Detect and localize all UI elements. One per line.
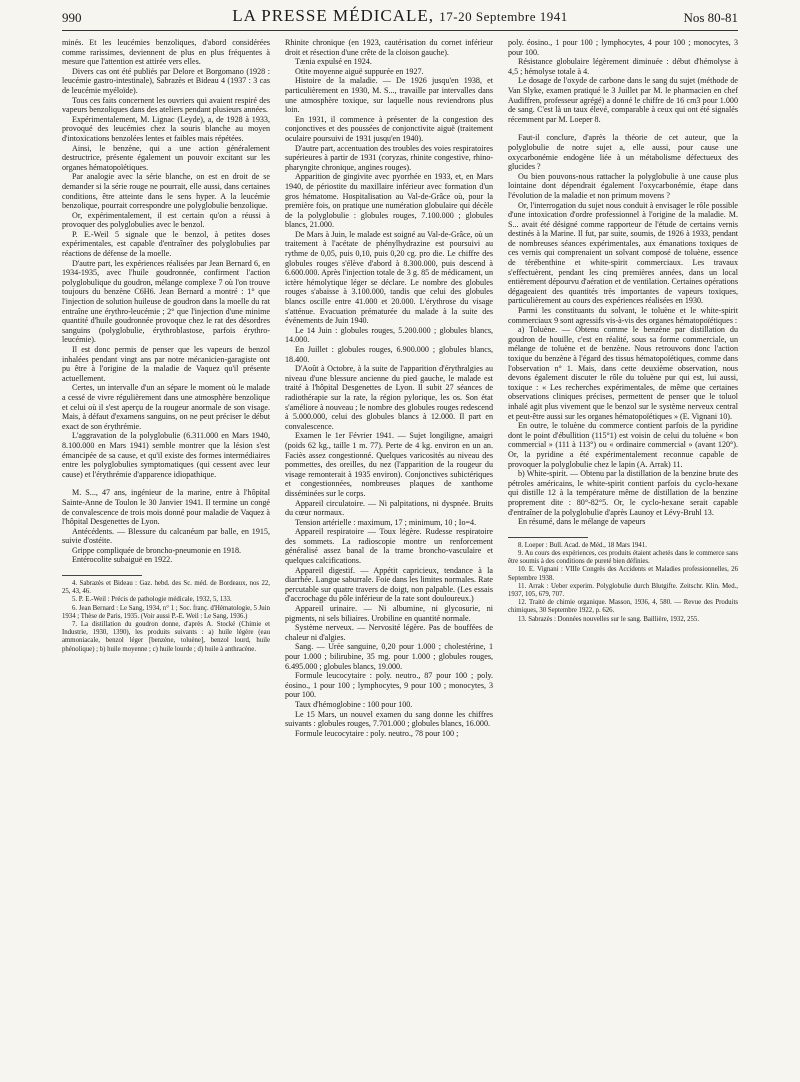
paragraph: Il est donc permis de penser que les vapeurs de benzol inhalées pendant vingt ans par notre mécanicien-garagiste ont pu être à l'origine de la maladie de Vaquez qu'il présente actuellement. [62,345,270,383]
paragraph: Divers cas ont été publiés par Delore et Borgomano (1928 : leucémie gastro-intestinale), Sabrazès et Bideau 4 (1937 : 3 cas de leucémie myéloïde). [62,66,270,95]
paragraph: En résumé, dans le mélange de vapeurs [518,517,646,527]
paragraph: L'aggravation de la polyglobulie (6.311.000 en Mars 1940, 8.100.000 en Mars 1941) semble montrer que la lésion s'est émancipée de sa cause, et qu'il existe des formes intermédiaires entre les polyglobulies symptomatiques (qui cessent avec leur cause) et l'érythrémie d'apparence idiopathique. [62,431,270,479]
paragraph: b) White-spirit. — Obtenu par la distillation de la benzine brute des pétroles américains, le white-spirit contient parfois du cyclo-hexane qui distille 12 à la température même de distillation de la benzine proprement dite : 80°-82°5. Or, le cyclo-hexane serait capable d'entraîner de la polyglobulie d'après Launoy et Lévy-Bruhl 13. [508,469,738,517]
paragraph: Parmi les constituants du solvant, le toluène et le white-spirit commerciaux 9 sont agressifs vis-à-vis des organes hématopoïétiques : [508,306,738,325]
footnote: 12. Traité de chimie organique. Masson, 1936, 4, 580. — Revue des Produits chimiques, 30 Septembre 1922, p. 626. [508,599,738,615]
paragraph: Le dosage de l'oxyde de carbone dans le sang du sujet (méthode de Van Slyke, examen pratiqué le 3 Juillet par M. le pharmacien en chef Audiffren, professeur agrégé) a donné le chiffre de 16 cm3 pour 1.000 de sang. C'est là un taux élevé, comparable à ceux qui ont été signalés récemment par M. Loeper 8. [508,76,738,124]
paragraph: Antécédents. — Blessure du calcanéum par balle, en 1915, suivie d'ostéite. [62,526,270,546]
paragraph: Formule leucocytaire : poly. neutro., 87 pour 100 ; poly. éosino., 1 pour 100 ; lymphocytes, 9 pour 100 ; monocytes, 3 pour 100. [285,671,493,700]
journal-masthead [62,6,738,26]
paragraph: Le 15 Mars, un nouvel examen du sang donne les chiffres suivants : globules rouges, 7.701.000 ; globules blancs, 16.000. [285,709,493,729]
paragraph: Système nerveux. — Nervosité légère. Pas de bouffées de chaleur ni d'algies. [285,623,493,642]
paragraph: poly. éosino., 1 pour 100 ; lymphocytes, 4 pour 100 ; monocytes, 3 pour 100. [508,38,738,57]
paragraph: En outre, le toluène du commerce contient parfois de la pyridine dont le point d'ébullition (115°1) est voisin de celui du toluène « bon commercial » (111 à 113°) ou « ordinaire commercial » (avant 120°). Or, la pyridine a été expérimentalement reconnue capable de provoquer la polyglobulie chez le lapin (A. Arrak) 11. [508,421,738,469]
paragraph: Examen le 1er Février 1941. — Sujet longiligne, amaigri (poids 62 kg., taille 1 m. 77). Perte de 4 kg. environ en un an. Faciès assez congestionné. Quelques varicosités au niveau des pommettes, des oreilles, du nez (l'apparition de la rougeur du visage remonterait à 1935 environ). Conjonctives subictériques et congestionnées, nombreuses plaques de xanthome disséminées sur le corps. [285,431,493,498]
paragraph: Tous ces faits concernent les ouvriers qui avaient respiré des vapeurs benzoliques dans des ateliers pendant plusieurs années. [62,95,270,115]
paragraph: Or, expérimentalement, il est certain qu'on a réussi à provoquer des polyglobulies avec le benzol. [62,210,270,230]
paragraph: M. S..., 47 ans, ingénieur de la marine, entre à l'hôpital Sainte-Anne de Toulon le 30 Janvier 1941. Il termine un congé de convalescence de trois mois donné pour maladie de Vaquez à l'hôpital Desgenettes de Lyon. [62,488,270,527]
paragraph: De Mars à Juin, le malade est soigné au Val-de-Grâce, où un traitement à l'acétate de phénylhydrazine est poursuivi au rythme de 0,05, puis 0,10, puis 0,20 cg. pro die. Le chiffre des globules rouges s'élève d'abord à 8.300.000, puis descend à 6.600.000. Après l'injection totale de 3 g. 85 de médicament, un ictère hémolytique léger se déclare. Le nombre des globules rouges s'abaisse à 3.100.000, tandis que celui des globules blancs oscille entre 41.000 et 20.000. L'érythrose du visage s'atténue. Evacuation prématurée du malade à la suite des événements de Juin 1940. [285,229,493,326]
footnote: 13. Sabrazès : Données nouvelles sur le sang. Baillière, 1932, 255. [518,615,700,623]
issue-date: 17-20 Septembre 1941 [439,9,568,24]
footnote: 10. E. Vignani : VIIIe Congrès des Accidents et Maladies professionnelles, 26 Septembre 1938. [508,566,738,582]
footnote: 11. Arrak : Ueber experim. Polyglobulie durch Blutgifte. Zeitschr. Klin. Med., 1937, 105, 679, 707. [508,582,738,598]
paragraph: Appareil circulatoire. — Ni palpitations, ni dyspnée. Bruits du cœur normaux. [285,498,493,518]
column-3 [508,38,738,624]
paragraph: Histoire de la maladie. — De 1926 jusqu'en 1938, et particulièrement en 1930, M. S..., travaille par intervalles dans une atmosphère toxique, sur laquelle nous reviendrons plus loin. [285,76,493,115]
column-2 [285,38,493,738]
footnote: 7. La distillation du goudron donne, d'après A. Stocké (Chimie et Industrie, 1930, 1390), les produits suivants : a) huile légère (eau ammoniacale, benzol léger [benzène, toluène], benzol lourd, huile phénolique) ; b) huile moyenne ; c) huile lourde ; d) huile à anthracène. [62,621,270,653]
paragraph: a) Toluène. — Obtenu comme le benzène par distillation du goudron de houille, c'est en réalité, sous sa forme commerciale, un mélange de toluène et de benzène. Nous retrouvons donc l'action toxique du benzène à l'égard des tissus hématopoïétiques, comme dans l'observation n° 1. Mais, dans cette deuxième observation, nous devons également discuter le rôle du toluène pur qui est, lui aussi, toxique : « Les recherches expérimentales, de même que certaines observations cliniques précises, permettent de penser que le toluol inhalé agit plus vivement que le benzol sur le système nerveux central et peut-être aussi sur les organes hématopoïétiques » (E. Vignani 10). [508,325,738,421]
footnote: 4. Sabrazès et Bideau : Gaz. hebd. des Sc. méd. de Bordeaux, nos 22, 25, 43, 46. [62,580,270,596]
paragraph: Sang. — Urée sanguine, 0,20 pour 1.000 ; cholestérine, 1 pour 1.000 ; bilirubine, 35 mg. pour 1.000 ; globules rouges, 6.495.000 ; globules blancs, 19.000. [285,642,493,671]
footnote: 6. Jean Bernard : Le Sang, 1934, n° 1 ; Soc. franç. d'Hématologie, 5 Juin 1934 ; Thèse de Paris, 1935. (Voir aussi P.-E. Weil : Le Sang, 1936.) [62,604,270,620]
paragraph: Appareil respiratoire — Toux légère. Rudesse respiratoire des sommets. La radioscopie montre un renforcement généralisé assez banal de la trame broncho-vasculaire et quelques calcifications. [285,527,493,566]
paragraph: Par analogie avec la série blanche, on est en droit de se demander si la série rouge ne pourrait, elle aussi, dans certaines conditions, être atteinte dans le sens hyper. A la leucémie benzolique, pourrait correspondre une polyglobulie benzolique. [62,172,270,211]
paragraph: D'autre part, les expériences réalisées par Jean Bernard 6, en 1934-1935, avec l'huile goudronnée, confirment l'action polyglobulique du goudron, mélange complexe 7 où l'on trouve toujours du benzène C6H6. Jean Bernard a montré : 1° que l'injection de solution huileuse de goudron dans la moelle du rat entraîne une érythro-leucémie ; 2° que l'injection d'une minime quantité d'huile goudronnée provoque chez le rat des désordres sanguins (polyglobulie, érythroblastose, parfois érythro-leucémie). [62,258,270,345]
paragraph: Certes, un intervalle d'un an sépare le moment où le malade a cessé de vivre régulièrement dans une atmosphère benzolique et celui où il s'est aperçu de la rougeur anormale de son visage. Mais, à défaut d'examens sanguins, on ne peut préciser le début exact de son érythrémie. [62,383,270,431]
journal-title: LA PRESSE MÉDICALE, [232,6,435,25]
paragraph: Appareil urinaire. — Ni albumine, ni glycosurie, ni pigments, ni sels biliaires. Urobiline en quantité normale. [285,604,493,623]
paragraph: Ou bien pouvons-nous rattacher la polyglobulie à une cause plus lointaine dont dépendrait également l'oxycarbonémie, étape dans l'évolution de la maladie et non primum movens ? [508,171,738,200]
paragraph: Taux d'hémoglobine : 100 pour 100. [295,699,413,709]
paragraph: Apparition de gingivite avec pyorrhée en 1933, et, en Mars 1940, de périostite du maxillaire inférieur avec formation d'un gros hématome. Hospitalisation au Val-de-Grâce où, pour la première fois, on pratique une numération globulaire qui décèle de la polyglobulie : globules rouges, 7.100.000 ; globules blancs, 21.000. [285,172,493,230]
paragraph: D'Août à Octobre, à la suite de l'apparition d'érythralgies au niveau d'une blessure ancienne du pied gauche, le malade est traité à l'hôpital Desgenettes de Lyon. Il subit 27 séances de radiothérapie sur la rate, la région pylorique, les os. Son état s'améliore à nouveau ; le nombre des globules rouges redescend à 5.000.000, celui des globules blancs à 12.000. Il part en convalescence. [285,364,493,431]
paragraph: Entérocolite subaiguë en 1922. [72,555,173,565]
paragraph: Tension artérielle : maximum, 17 ; minimum, 10 ; Io=4. [295,517,477,527]
paragraph: Grippe compliquée de broncho-pneumonie en 1918. [72,545,242,555]
paragraph: Le 14 Juin : globules rouges, 5.200.000 ; globules blancs, 14.000. [285,325,493,345]
paragraph: Or, l'interrogation du sujet nous conduit à envisager le rôle possible d'une intoxication d'ordre professionnel à l'origine de la maladie. M. S... avait été désigné comme rapporteur de l'étude de certains vernis destinés à la Marine. Il fut, par suite, soumis, de 1926 à 1933, pendant de nombreuses séances expérimentales, aux émanations toxiques de ces vernis qui comprenaient un solvant composé de toluène, essence de térébenthine et white-spirit commerciaux. Les travaux s'effectuèrent, pendant les cinq premières années, dans un local entièrement dépourvu d'aération et de ventilation. Certaines opérations dégageaient des quantités très importantes de vapeurs toxiques, particulièrement au cours des expériences réalisées en 1930. [508,200,738,306]
header-rule [62,30,738,31]
paragraph: En 1931, il commence à présenter de la congestion des conjonctives et des poussées de conjonctivite aiguë (traitement oculaire poursuivi de 1931 jusqu'en 1940). [285,114,493,143]
column-1 [62,38,270,654]
footnote: 5. P. E.-Weil : Précis de pathologie médicale, 1932, 5, 133. [72,596,232,604]
footnote-rule [508,537,588,538]
footnote: 8. Loeper : Bull. Acad. de Méd., 18 Mars 1941. [518,541,647,549]
paragraph: Expérimentalement, M. Lignac (Leyde), a, de 1928 à 1933, provoqué des leucémies chez la souris blanche au moyen d'intoxications benzolées lentes et faibles mais répétées. [62,114,270,143]
footnote: 9. Au cours des expériences, ces produits étaient achetés dans le commerce sans être soumis à des conditions de pureté bien définies. [508,549,738,566]
page-header [62,6,738,32]
issue-number: Nos 80-81 [683,10,738,25]
paragraph: P. E.-Weil 5 signale que le benzol, à petites doses expérimentales, est capable d'entraîner des polyglobulies par réactions de défense de la moelle. [62,229,270,259]
paragraph: D'autre part, accentuation des troubles des voies respiratoires supérieures à partir de 1931 (coryzas, rhinite congestive, rhino-pharyngite chronique, angines rouges). [285,143,493,172]
paragraph: Faut-il conclure, d'après la théorie de cet auteur, que la polyglobulie de notre sujet a, elle aussi, pour cause une oxycarbonémie endogène liée à un métabolisme défectueux des glucides ? [508,133,738,172]
paragraph: minés. Et les leucémies benzoliques, d'abord considérées comme rarissimes, deviennent de plus en plus fréquentes à mesure que l'attention est attirée vers elles. [62,38,270,67]
paragraph: Otite moyenne aiguë suppurée en 1927. [295,66,424,76]
paragraph: Appareil digestif. — Appétit capricieux, tendance à la diarrhée. Langue saburrale. Foie dans les limites normales. Rate percutable sur quatre travers de doigt, non palpable. (Les essais d'accrochage du pôle inférieur de la rate sont douloureux.) [285,565,493,604]
page-number: 990 [62,10,82,25]
paragraph: Rhinite chronique (en 1923, cautérisation du cornet inférieur droit et résection d'une crête de la cloison gauche). [285,38,493,57]
paragraph: Formule leucocytaire : poly. neutro., 78 pour 100 ; [295,728,459,738]
footnote-rule [62,575,142,576]
paragraph: Tænia expulsé en 1924. [295,57,372,67]
paragraph: En Juillet : globules rouges, 6.900.000 ; globules blancs, 18.400. [285,345,493,364]
paragraph: Résistance globulaire légèrement diminuée : début d'hémolyse à 4,5 ; hémolyse totale à 4. [508,57,738,76]
paragraph: Ainsi, le benzène, qui a une action généralement destructrice, présente également un pouvoir excitant sur les organes hématopoïétiques. [62,143,270,172]
